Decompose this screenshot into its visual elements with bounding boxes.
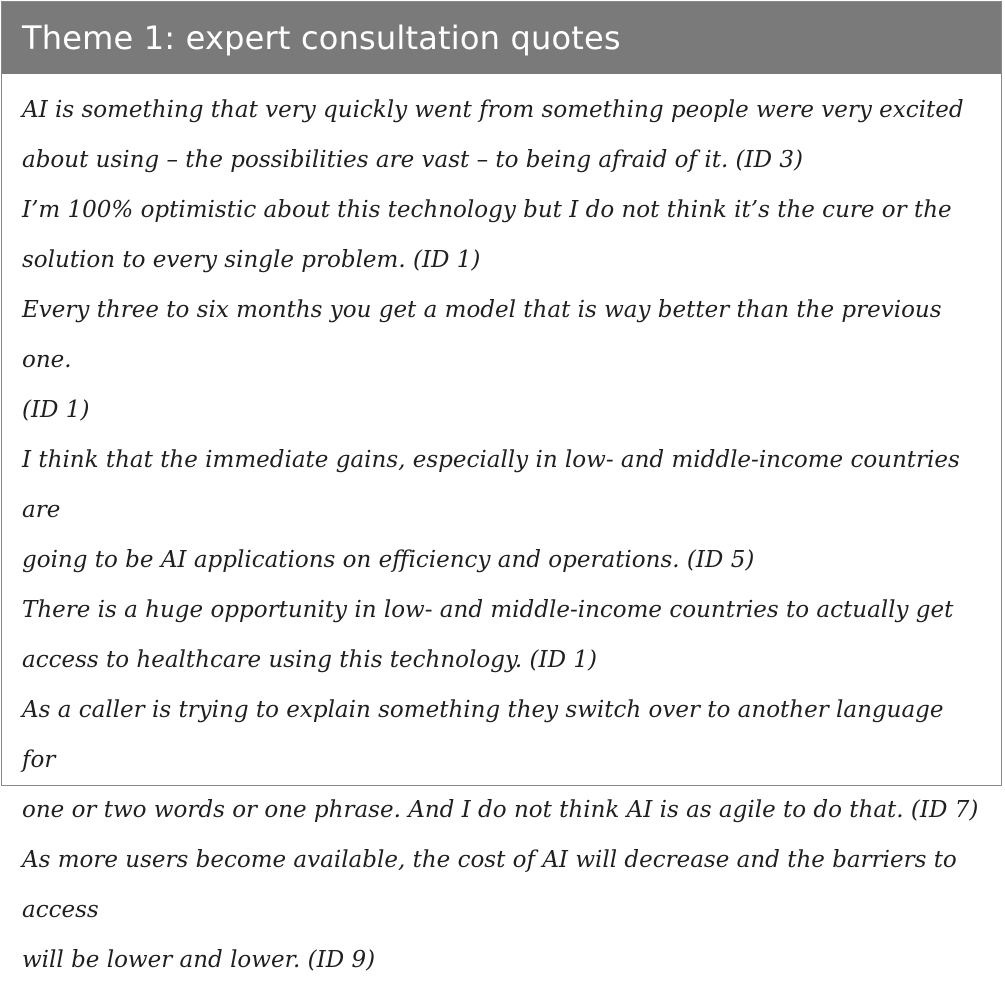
- quote-line: As a caller is trying to explain something they switch over to another language for: [22, 697, 944, 773]
- quote-line: (ID 1): [22, 397, 90, 423]
- quote-line: There is a huge opportunity in low- and middle-income countries to actually get: [22, 597, 954, 623]
- quote-line: As more users become available, the cost of AI will decrease and the barriers to access: [22, 847, 957, 923]
- quotes-table: [1, 1, 1002, 973]
- quote-line: about using – the possibilities are vast – to being afraid of it. (ID 3): [22, 147, 803, 173]
- quote-line: going to be AI applications on efficiency and operations. (ID 5): [22, 547, 755, 573]
- quote-line: one or two words or one phrase. And I do not think AI is as agile to do that. (ID 7): [22, 797, 979, 823]
- quotes-list: [2, 74, 1001, 985]
- quote-line: solution to every single problem. (ID 1): [22, 247, 481, 273]
- quote-line: AI is something that very quickly went from something people were very excited: [22, 97, 964, 123]
- table-title: Theme 1: expert consultation quotes: [2, 2, 1001, 74]
- quote-line: I think that the immediate gains, especially in low- and middle-income countries are: [22, 447, 960, 523]
- quote-line: access to healthcare using this technology. (ID 1): [22, 647, 597, 673]
- quote-line: I’m 100% optimistic about this technology but I do not think it’s the cure or the: [22, 197, 952, 223]
- quote-line: will be lower and lower. (ID 9): [22, 947, 376, 973]
- quote-line: Every three to six months you get a model that is way better than the previous one.: [22, 297, 942, 373]
